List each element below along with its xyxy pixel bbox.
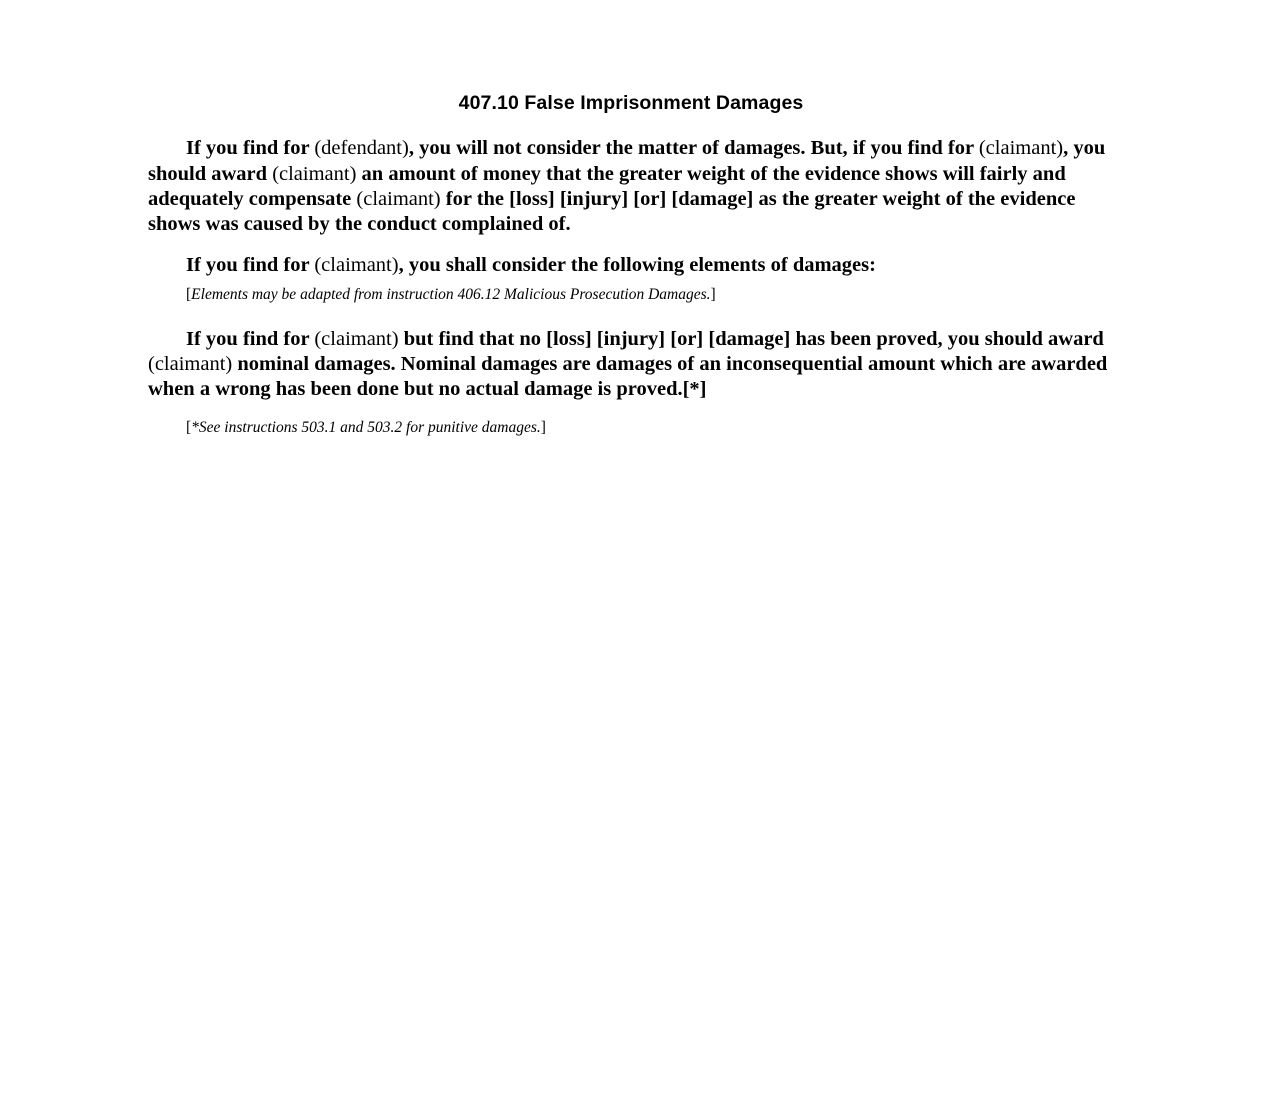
note-close-bracket: ] [540, 419, 546, 437]
text-bold-8: If you find for [186, 327, 315, 350]
placeholder-claimant-3: (claimant) [356, 187, 441, 210]
text-bold-4: an amount of money that the greater weight of the evidence shows will fairly and adequately compensate [148, 162, 1066, 210]
text-bold-2: , you will not consider the matter of damages. But, if you find for [408, 137, 979, 160]
paragraph-elements-intro [148, 253, 1114, 278]
note-punitive-damages [148, 418, 1114, 437]
placeholder-claimant-6: (claimant) [148, 352, 233, 375]
paragraph-damages-general [148, 136, 1114, 237]
text-bold-10: nominal damages. Nominal damages are damages of an inconsequential amount which are awarded when a wrong has been done but no actual damage is proved.[*] [148, 352, 1108, 401]
placeholder-claimant-2: (claimant) [272, 162, 357, 185]
note-open-bracket: [ [186, 419, 192, 437]
page-title: 407.10 False Imprisonment Damages [458, 92, 804, 114]
note-elements-adaptation [148, 285, 1114, 304]
text-bold-3: , you should award [148, 137, 1106, 185]
note-text: *See instructions 503.1 and 503.2 for punitive damages. [191, 419, 541, 437]
note-open-bracket: [ [186, 286, 192, 304]
document-content [148, 92, 1114, 454]
text-bold-6: If you find for [186, 254, 315, 277]
text-bold-1: If you find for [186, 137, 315, 160]
paragraph-nominal-damages [148, 327, 1114, 403]
placeholder-defendant: (defendant) [314, 137, 409, 160]
note-text: Elements may be adapted from instruction 406.12 Malicious Prosecution Damages. [191, 286, 711, 304]
text-bold-7: , you shall consider the following elements of damages: [398, 254, 876, 277]
placeholder-claimant-1: (claimant) [978, 137, 1064, 160]
placeholder-claimant-5: (claimant) [314, 327, 399, 350]
text-bold-5: for the [loss] [injury] [or] [damage] as the greater weight of the evidence shows was caused by the conduct complained of. [148, 187, 1076, 235]
text-bold-9: but find that no [loss] [injury] [or] [damage] has been proved, you should award [398, 327, 1104, 350]
placeholder-claimant-4: (claimant) [314, 254, 399, 277]
note-close-bracket: ] [710, 286, 716, 304]
